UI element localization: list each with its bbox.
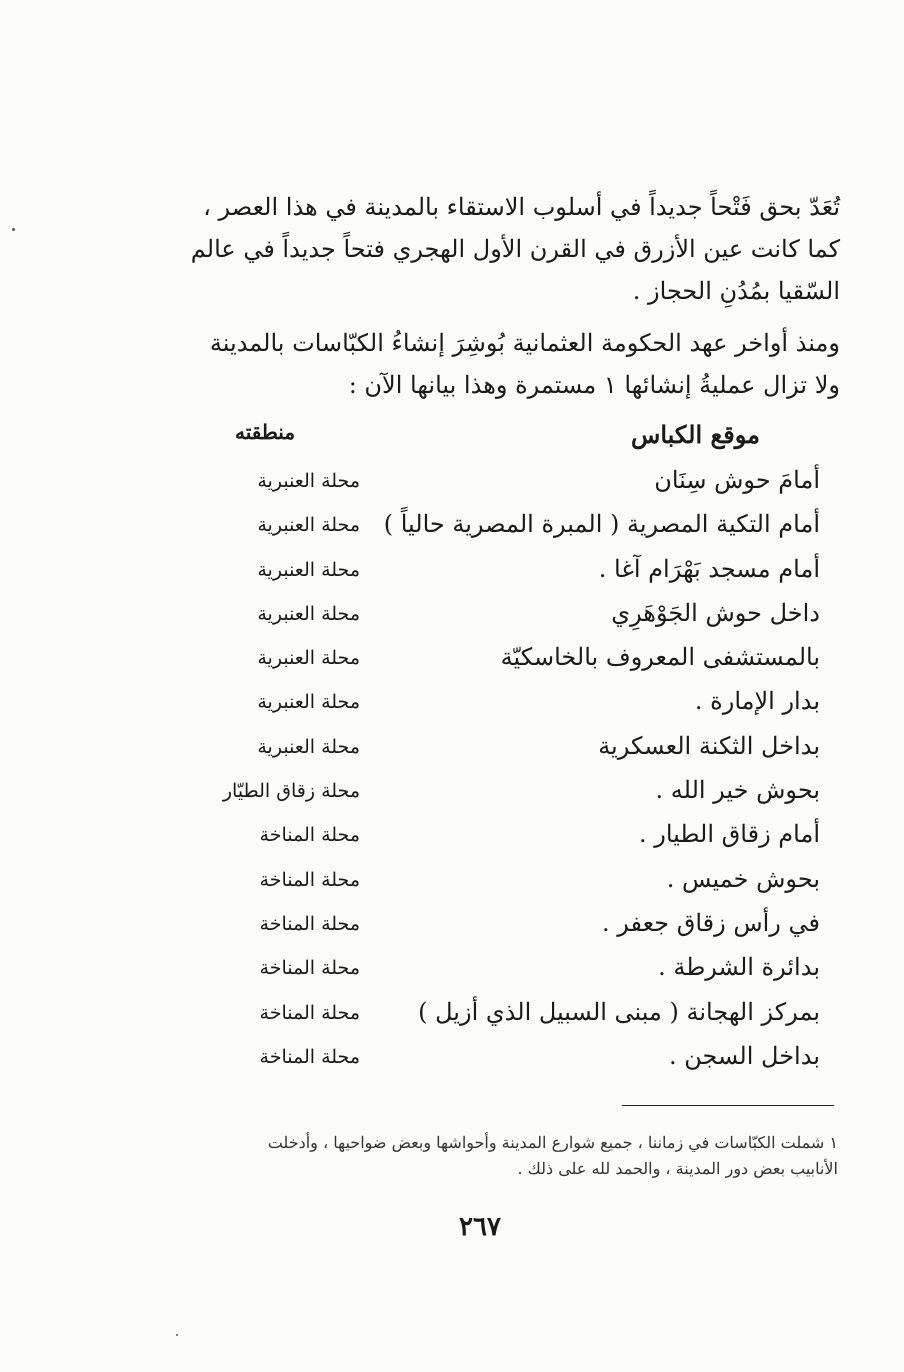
header-area: منطقته [235,420,296,444]
site-cell: بدائرة الشرطة . [658,953,820,982]
table-row [150,770,840,814]
site-cell: أمام زقاق الطيار . [638,820,820,849]
table-row [150,460,840,504]
area-cell: محلة المناخة [259,868,360,891]
page-number: ٢٦٧ [459,1212,501,1242]
site-cell: أمام مسجد بَهْرَام آغا . [598,554,820,583]
area-cell: محلة المناخة [259,1045,360,1068]
table-row [150,903,840,947]
paragraph-line: تُعَدّ بحق فَتْحاً جديداً في أسلوب الاستقاء بالمدينة في هذا العصر ، [203,193,840,221]
table-row [150,637,840,681]
area-cell: محلة العنبرية [257,514,360,537]
table-header [150,420,840,460]
table-row [150,593,840,637]
area-cell: محلة العنبرية [257,647,360,670]
kabbas-locations-table [150,420,840,1080]
paragraph-1 [160,186,840,312]
table-row [150,947,840,991]
scan-speck [176,1334,178,1336]
table-row [150,859,840,903]
table-row [150,814,840,858]
paragraph-line: ومنذ أواخر عهد الحكومة العثمانية بُوشِرَ إنشاءُ الكبّاسات بالمدينة [209,329,840,357]
scan-speck [12,228,15,231]
paragraph-line: ولا تزال عمليةُ إنشائها ١ مستمرة وهذا بيانها الآن : [348,371,840,399]
table-row [150,549,840,593]
header-site: موقع الكباس [631,420,760,449]
site-cell: بالمستشفى المعروف بالخاسكيّة [500,643,820,672]
site-cell: أمام التكية المصرية ( المبرة المصرية حالياً ) [383,510,820,539]
footnote-divider [622,1105,834,1106]
area-cell: محلة المناخة [259,1001,360,1024]
area-cell: محلة العنبرية [257,735,360,758]
area-cell: محلة العنبرية [257,470,360,492]
area-cell: محلة زقاق الطيّار [222,780,360,803]
table-row [150,681,840,725]
site-cell: في رأس زقاق جعفر . [602,908,820,937]
site-cell: بدار الإمارة . [694,687,820,716]
site-cell: أمامَ حوش سِنَان [654,466,820,494]
area-cell: محلة العنبرية [257,691,360,714]
site-cell: بمركز الهجانة ( مبنى السبيل الذي أزيل ) [418,997,820,1026]
footnote-line: الأنابيب بعض دور المدينة ، والحمد لله على ذلك . [517,1159,838,1178]
site-cell: بحوش خميس . [666,864,820,893]
site-cell: بداخل الثكنة العسكرية [598,731,820,760]
paragraph-line: كما كانت عين الأزرق في القرن الأول الهجري فتحاً جديداً في عالم [190,235,840,263]
area-cell: محلة العنبرية [257,558,360,581]
table-body [150,460,840,1080]
table-row [150,726,840,770]
table-row [150,504,840,548]
paragraph-2 [160,322,840,406]
footnote-line: ١ شملت الكبّاسات في زماننا ، جميع شوارع المدينة وأحواشها وبعض ضواحيها ، وأدخلت [267,1133,838,1152]
area-cell: محلة المناخة [259,824,360,847]
area-cell: محلة المناخة [259,957,360,980]
site-cell: داخل حوش الجَوْهَرِي [611,598,820,627]
table-row [150,1036,840,1080]
site-cell: بداخل السجن . [669,1041,820,1070]
footnote [170,1130,838,1182]
table-row [150,992,840,1036]
site-cell: بحوش خير الله . [655,776,820,805]
area-cell: محلة العنبرية [257,602,360,625]
paragraph-line: السّقيا بمُدُنِ الحجاز . [632,277,840,305]
area-cell: محلة المناخة [259,912,360,935]
